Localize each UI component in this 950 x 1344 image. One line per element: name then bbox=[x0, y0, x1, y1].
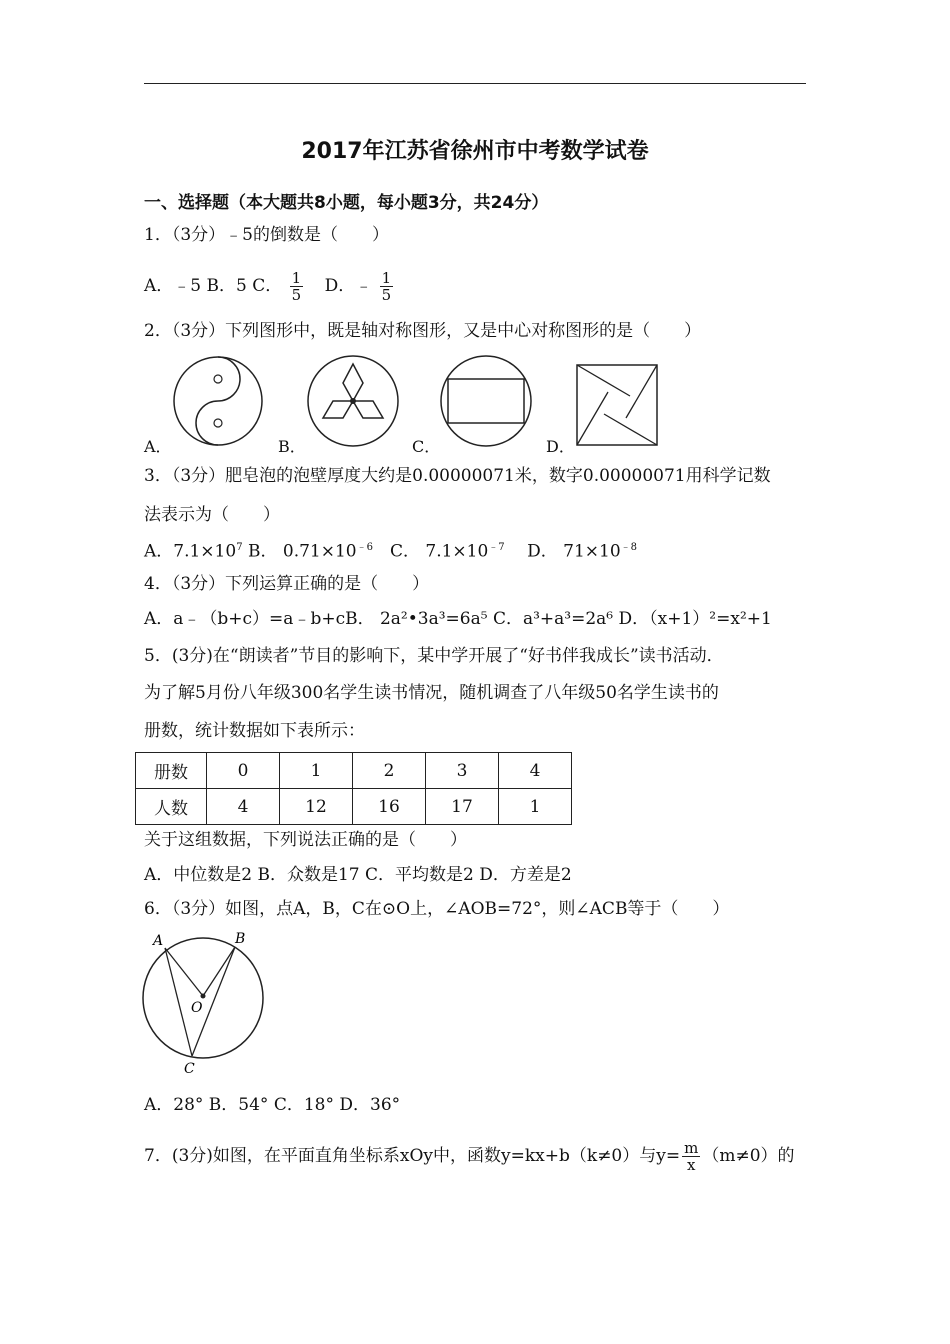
question-1-stem: 1．（3分）﹣5的倒数是（ ） bbox=[144, 225, 389, 245]
circle-angle-figure bbox=[138, 928, 298, 1078]
question-5-options: A．中位数是2 B．众数是17 C．平均数是2 D．方差是2 bbox=[144, 865, 572, 885]
reading-stats-table bbox=[135, 752, 572, 825]
question-5-line2: 为了解5月份八年级300名学生读书情况，随机调查了八年级50名学生读书的 bbox=[144, 683, 719, 703]
three-diamond-figure bbox=[305, 354, 401, 448]
question-1-options bbox=[144, 270, 395, 303]
q3-option-c-exp: ﹣7 bbox=[488, 542, 505, 553]
section-heading: 一、选择题（本大题共8小题，每小题3分，共24分） bbox=[144, 193, 549, 213]
question-4-options: A．a﹣（b+c）=a﹣b+cB． 2a²•3a³=6a⁵ C．a³+a³=2a⁶ D．（x+1）²=x²+1 bbox=[144, 609, 772, 629]
q7-stem-prefix: 7．(3分)如图，在平面直角坐标系xOy中，函数y=kx+b（k≠0）与y= bbox=[144, 1146, 681, 1166]
q3-option-d-exp: ﹣8 bbox=[620, 542, 638, 553]
q7-stem-suffix: （m≠0）的 bbox=[702, 1146, 795, 1166]
question-5-line3: 册数，统计数据如下表所示： bbox=[144, 721, 365, 741]
q2-label-b: B． bbox=[278, 437, 306, 456]
question-2-stem: 2．（3分）下列图形中，既是轴对称图形，又是中心对称图形的是（ ） bbox=[144, 321, 702, 341]
pinwheel-square-figure bbox=[574, 362, 662, 448]
q1-options-prefix: A．﹣5 B．5 C． bbox=[144, 276, 283, 296]
table-cell: 17 bbox=[426, 789, 499, 825]
table-cell: 4 bbox=[207, 789, 280, 825]
table-cell: 12 bbox=[280, 789, 353, 825]
table-cell: 0 bbox=[207, 753, 280, 789]
header-rule bbox=[144, 83, 806, 84]
table-cell: 册数 bbox=[136, 753, 207, 789]
question-6-options: A．28° B．54° C．18° D．36° bbox=[144, 1095, 401, 1115]
table-row bbox=[136, 753, 572, 789]
table-row bbox=[136, 789, 572, 825]
q3-option-d: D． 71×10 bbox=[504, 541, 621, 562]
table-cell: 4 bbox=[499, 753, 572, 789]
rectangle-in-circle-figure bbox=[438, 354, 534, 448]
label-c: C bbox=[184, 1061, 195, 1077]
yin-yang-figure bbox=[170, 356, 266, 446]
q1-option-d: D．﹣ bbox=[324, 276, 373, 296]
question-3-line2: 法表示为（ ） bbox=[144, 505, 280, 525]
q1-fraction-d: $\frac{1}{5}$ bbox=[381, 269, 392, 304]
question-3-options bbox=[144, 537, 637, 563]
q3-option-a-exp: 7 bbox=[236, 542, 243, 553]
page-title: 2017年江苏省徐州市中考数学试卷 bbox=[301, 139, 649, 164]
q3-option-c: C． 7.1×10 bbox=[372, 541, 489, 562]
question-5-after-table: 关于这组数据，下列说法正确的是（ ） bbox=[144, 830, 467, 850]
q2-label-a: A． bbox=[144, 437, 172, 456]
table-cell: 1 bbox=[280, 753, 353, 789]
q3-option-b-exp: ﹣6 bbox=[356, 542, 373, 553]
question-7-stem bbox=[144, 1140, 795, 1173]
q2-label-d: D． bbox=[546, 437, 575, 456]
table-cell: 3 bbox=[426, 753, 499, 789]
label-o: O bbox=[191, 1000, 203, 1016]
question-5-line1: 5．(3分)在“朗读者”节目的影响下，某中学开展了“好书伴我成长”读书活动． bbox=[144, 646, 724, 666]
q1-fraction-c: $\frac{1}{5}$ bbox=[291, 269, 302, 304]
q7-fraction: $\frac{m}{x}$ bbox=[684, 1139, 699, 1174]
table-cell: 人数 bbox=[136, 789, 207, 825]
label-b: B bbox=[235, 931, 246, 947]
question-3-line1: 3．（3分）肥皂泡的泡壁厚度大约是0.00000071米，数字0.00000071用科学记数 bbox=[144, 466, 771, 486]
table-cell: 16 bbox=[353, 789, 426, 825]
q2-label-c: C． bbox=[412, 437, 441, 456]
question-4-stem: 4．（3分）下列运算正确的是（ ） bbox=[144, 574, 430, 594]
q3-option-a: A．7.1×10 bbox=[144, 541, 237, 562]
table-cell: 1 bbox=[499, 789, 572, 825]
table-cell: 2 bbox=[353, 753, 426, 789]
question-6-stem: 6．（3分）如图，点A，B，C在⊙O上，∠AOB=72°，则∠ACB等于（ ） bbox=[144, 899, 730, 919]
label-a: A bbox=[153, 933, 164, 949]
q3-option-b: B． 0.71×10 bbox=[242, 541, 357, 562]
